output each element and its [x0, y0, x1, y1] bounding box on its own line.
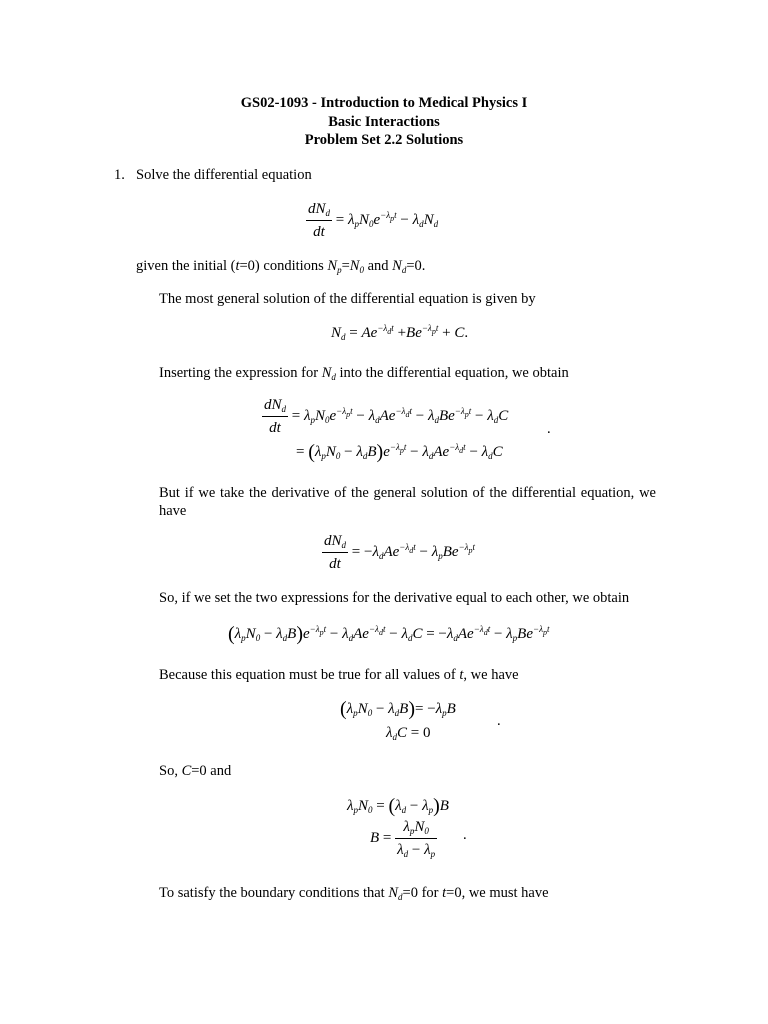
derivative-text: But if we take the derivative of the general solution of the differential equation, we have: [159, 485, 656, 520]
equation-derivative: $\frac{dN_d}{dt}$ = $-\lambda_dAe^{-\lambda_dt} - \lambda_pBe^{-\lambda_pt}$: [324, 533, 476, 572]
set-equal-text: So, if we set the two expressions for the derivative equal to each other, we obtain: [159, 590, 630, 606]
general-solution-text: The most general solution of the differential equation is given by: [159, 291, 536, 307]
equation-general-solution: $N_d = Ae^{-\lambda_dt} +Be^{-\lambda_pt} + C$.: [331, 323, 469, 342]
equation-substituted-line1: $\frac{dN_d}{dt}$ = $\lambda_pN_0e^{-\lambda_pt} - \lambda_dAe^{-\lambda_dt} - \lambda_dBe^{-\lambda_pt} - \lambda_dC$: [264, 397, 509, 436]
equation-equated: $(\lambda_pN_0 - \lambda_dB)e^{-\lambda_pt} - \lambda_dAe^{-\lambda_dt} - \lambda_dC = -\lambda_dAe^{-\lambda_dt} - \lambda_pBe^{-\lambda_pt}$: [228, 623, 550, 645]
equation-constant-zero: $\lambda_dC = 0$: [386, 725, 431, 742]
problem-statement: Solve the differential equation: [136, 167, 312, 183]
so-c-zero-text: So, C=0 and: [159, 763, 232, 779]
document-title: GS02-1093 - Introduction to Medical Physics I: [240, 95, 528, 111]
document-section-title: Problem Set 2.2 Solutions: [304, 132, 464, 148]
because-text: Because this equation must be true for all values of t, we have: [159, 667, 519, 683]
document-subtitle: Basic Interactions: [328, 114, 440, 130]
equation-substituted-line2: = $(\lambda_pN_0 - \lambda_dB)e^{-\lambda_pt} - \lambda_dAe^{-\lambda_dt} - \lambda_dC$: [296, 441, 503, 463]
equation-b-relation: $\lambda_pN_0 = (\lambda_d - \lambda_p)B$: [347, 795, 449, 817]
inserting-text: Inserting the expression for $N_d$ into the differential equation, we obtain: [159, 365, 569, 382]
equation-differential: $\frac{dN_d}{dt}$ = $\lambda_pN_0e^{-\lambda_pt} - \lambda_dN_d$: [308, 201, 439, 240]
initial-conditions-text: given the initial (t=0) conditions $N_p=N_0$ and $N_d=0$.: [136, 258, 426, 275]
equation-period: .: [497, 713, 501, 729]
problem-number: 1.: [114, 167, 125, 183]
boundary-conditions-text: To satisfy the boundary conditions that $N_d=0$ for t=0, we must have: [159, 885, 549, 902]
equation-period: .: [463, 827, 467, 843]
equation-coefficient-match: $(\lambda_pN_0 - \lambda_dB)= -\lambda_pB$: [340, 698, 456, 720]
equation-period: .: [547, 421, 551, 437]
equation-b-solution: B = $\frac{\lambda_pN_0}{\lambda_d - \lambda_p}$: [370, 819, 436, 859]
